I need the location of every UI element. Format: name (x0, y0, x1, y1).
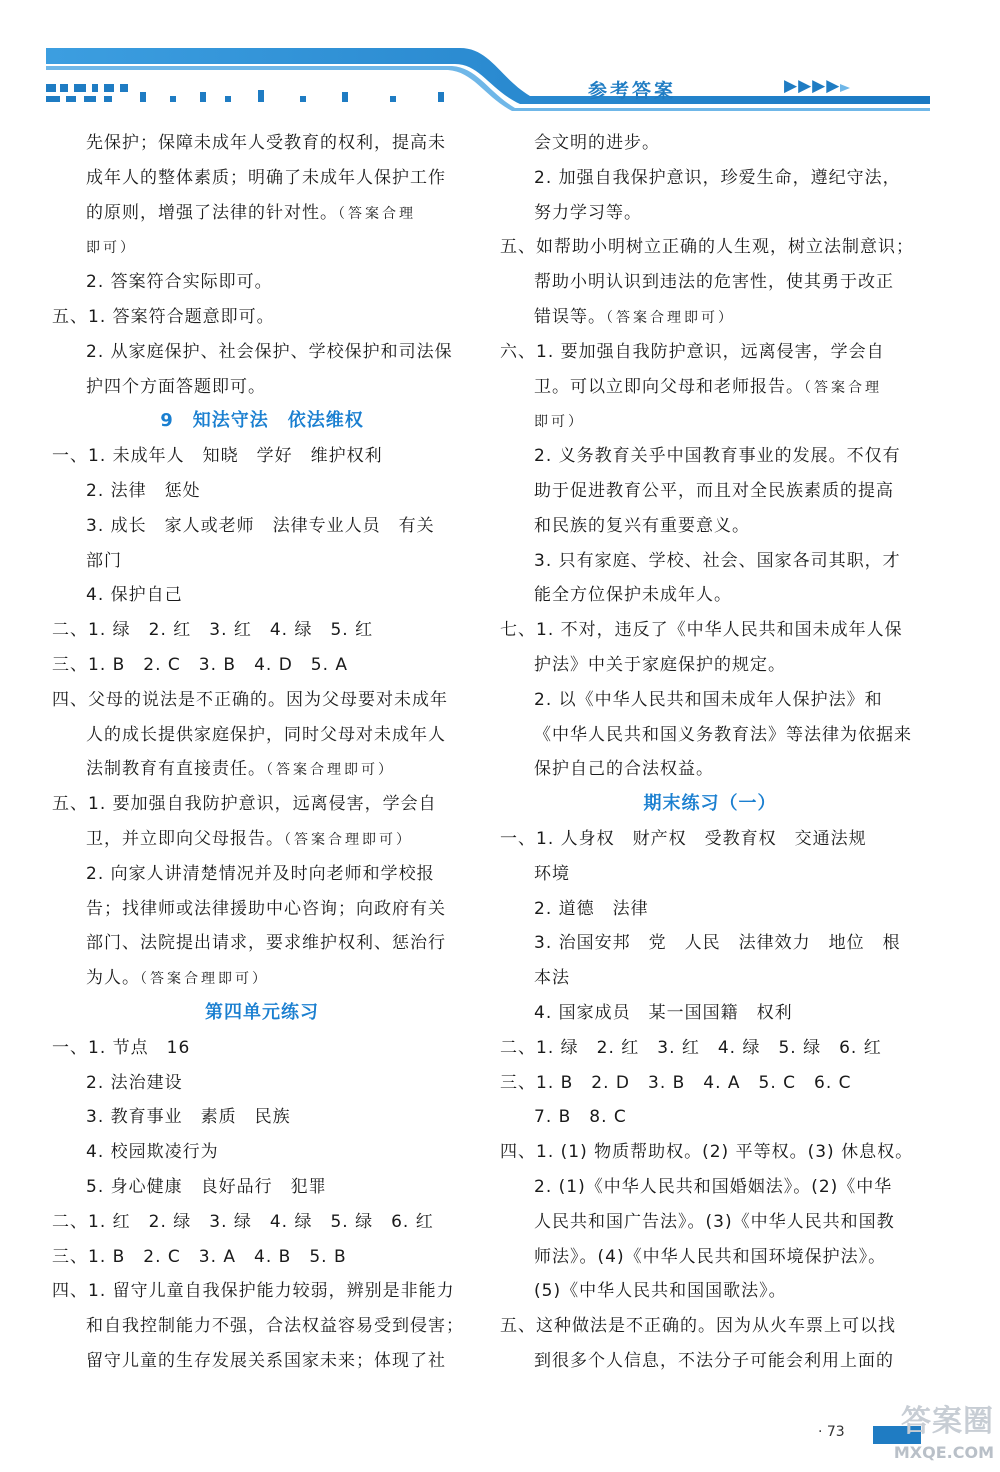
answer-text: 四、1. 留守儿童自我保护能力较弱，辨别是非能力 (52, 1281, 455, 1302)
answer-line (52, 752, 472, 787)
answer-text: 七、1. 不对，违反了《中华人民共和国未成年人保 (500, 620, 903, 641)
answer-line (500, 857, 920, 892)
answer-line (500, 370, 920, 405)
answer-text: 3. 教育事业 素质 民族 (86, 1107, 291, 1128)
answer-line (52, 1309, 472, 1344)
answer-text: 三、1. B 2. D 3. B 4. A 5. C 6. C (500, 1072, 852, 1093)
answer-text: (5)《中华人民共和国国歌法》。 (534, 1281, 787, 1302)
answer-text: 会文明的进步。 (534, 133, 660, 153)
answer-line (500, 474, 920, 509)
answer-line (500, 161, 920, 196)
answer-line (52, 370, 472, 405)
answer-line (500, 1274, 920, 1309)
answer-line (500, 926, 920, 961)
section-heading (52, 404, 472, 439)
answer-text: 2. 法律 惩处 (86, 480, 201, 501)
answer-text: 能全方位保护未成年人。 (534, 585, 732, 606)
answer-text: 一、1. 人身权 财产权 受教育权 交通法规 (500, 828, 867, 849)
answer-line (500, 1205, 920, 1240)
answer-line (500, 822, 920, 857)
answer-note: 即可） (86, 240, 137, 257)
answer-text: 本法 (534, 968, 570, 989)
answer-line (500, 1309, 920, 1344)
answer-line (500, 892, 920, 927)
answer-text: 2. 法治建设 (86, 1072, 183, 1093)
answer-line (52, 300, 472, 335)
answer-text: 卫，并立即向父母报告。 (86, 828, 284, 849)
answer-text: 助于促进教育公平，而且对全民族素质的提高 (534, 480, 894, 501)
answer-text: 人民共和国广告法》。(3)《中华人民共和国教 (534, 1211, 895, 1232)
answer-text: 2. 加强自我保护意识，珍爱生命，遵纪守法， (534, 167, 901, 188)
left-answer-column (52, 126, 472, 1379)
answer-line (500, 1170, 920, 1205)
answer-line (52, 509, 472, 544)
answer-line (52, 822, 472, 857)
page-number: · 73 (818, 1424, 845, 1440)
answer-text: 保护自己的合法权益。 (534, 759, 714, 780)
answer-text: 部门 (86, 550, 122, 571)
answer-text: 部门、法院提出请求，要求维护权利、惩治行 (86, 933, 446, 954)
answer-line (52, 648, 472, 683)
answer-text: 3. 只有家庭、学校、社会、国家各司其职，才 (534, 550, 901, 571)
right-answer-column (500, 126, 920, 1379)
answer-line (500, 230, 920, 265)
answer-line (500, 439, 920, 474)
answer-line (500, 648, 920, 683)
answer-text: 9 知法守法 依法维权 (160, 410, 364, 432)
answer-text: 三、1. B 2. C 3. B 4. D 5. A (52, 654, 349, 675)
answer-line (52, 161, 472, 196)
answer-line (52, 1274, 472, 1309)
answer-text: 2. (1)《中华人民共和国婚姻法》。(2)《中华 (534, 1176, 893, 1197)
answer-line (500, 1135, 920, 1170)
answer-text: 留守儿童的生存发展关系国家未来；体现了社 (86, 1350, 446, 1371)
answer-text: 四、父母的说法是不正确的。因为父母要对未成年 (52, 689, 448, 710)
watermark (860, 1402, 1000, 1472)
answer-line (500, 1066, 920, 1101)
answer-line (52, 613, 472, 648)
header-title: 参考答案 (588, 80, 677, 102)
answer-line (52, 1066, 472, 1101)
answer-text: 二、1. 红 2. 绿 3. 绿 4. 绿 5. 绿 6. 红 (52, 1211, 434, 1232)
answer-text: 五、这种做法是不正确的。因为从火车票上可以找 (500, 1316, 896, 1337)
answer-line (500, 544, 920, 579)
answer-line (500, 1031, 920, 1066)
answer-text: 先保护；保障未成年人受教育的权利，提高未 (86, 133, 446, 153)
header-arrows-icon: ▶▶▶▶ (784, 76, 841, 96)
answer-text: 第四单元练习 (205, 1001, 319, 1023)
answer-text: 二、1. 绿 2. 红 3. 红 4. 绿 5. 红 (52, 620, 374, 641)
answer-line (500, 1344, 920, 1379)
answer-line (500, 509, 920, 544)
answer-text: 成年人的整体素质；明确了未成年人保护工作 (86, 167, 446, 188)
answer-text: 2. 以《中华人民共和国未成年人保护法》和 (534, 689, 883, 710)
answer-text: 一、1. 未成年人 知晓 学好 维护权利 (52, 446, 383, 467)
answer-text: 2. 道德 法律 (534, 898, 649, 919)
answer-text: 4. 校园欺凌行为 (86, 1142, 219, 1163)
answer-text: 环境 (534, 863, 570, 884)
answer-line (52, 857, 472, 892)
answer-line (52, 126, 472, 161)
answer-line (52, 335, 472, 370)
answer-text: 护四个方面答题即可。 (86, 376, 266, 397)
answer-text: 帮助小明认识到违法的危害性，使其勇于改正 (534, 272, 894, 293)
answer-text: 7. B 8. C (534, 1107, 627, 1128)
answer-note: （答案合理即可） (266, 762, 395, 779)
answer-text: 五、如帮助小明树立正确的人生观，树立法制意识； (500, 237, 914, 258)
answer-line (500, 613, 920, 648)
answer-text: 到很多个人信息，不法分子可能会利用上面的 (534, 1350, 894, 1371)
answer-line (52, 1135, 472, 1170)
answer-text: 期末练习（一） (643, 793, 777, 815)
answer-text: 人的成长提供家庭保护，同时父母对未成年人 (86, 724, 446, 745)
answer-text: 2. 答案符合实际即可。 (86, 272, 273, 293)
answer-line (500, 961, 920, 996)
answer-text: 2. 向家人讲清楚情况并及时向老师和学校报 (86, 863, 435, 884)
answer-text: 师法》。(4)《中华人民共和国环境保护法》。 (534, 1246, 887, 1267)
answer-text: 四、1. (1) 物质帮助权。(2) 平等权。(3) 休息权。 (500, 1142, 914, 1163)
answer-note: （答案合理 (804, 379, 882, 396)
answer-text: 努力学习等。 (534, 202, 642, 223)
answer-text: 的原则，增强了法律的针对性。 (86, 202, 338, 223)
answer-text: 二、1. 绿 2. 红 3. 红 4. 绿 5. 绿 6. 红 (500, 1037, 882, 1058)
answer-line (52, 926, 472, 961)
answer-text: 4. 国家成员 某一国国籍 权利 (534, 1002, 793, 1023)
answer-line (52, 1240, 472, 1275)
page-header (0, 0, 1000, 120)
answer-line (52, 1031, 472, 1066)
answer-line (52, 578, 472, 613)
answer-text: 一、1. 节点 16 (52, 1037, 191, 1058)
answer-line (52, 1100, 472, 1135)
answer-text: 4. 保护自己 (86, 585, 183, 606)
answer-line (52, 1344, 472, 1379)
answer-text: 告；找律师或法律援助中心咨询；向政府有关 (86, 898, 446, 919)
answer-text: 2. 义务教育关乎中国教育事业的发展。不仅有 (534, 446, 901, 467)
answer-line (52, 1170, 472, 1205)
answer-text: 法制教育有直接责任。 (86, 759, 266, 780)
answer-text: 五、1. 答案符合题意即可。 (52, 306, 275, 327)
answer-line (52, 230, 472, 265)
answer-text: 和民族的复兴有重要意义。 (534, 515, 750, 536)
answer-line (500, 404, 920, 439)
answer-text: 五、1. 要加强自我防护意识，远离侵害，学会自 (52, 794, 437, 815)
watermark-logo: 答案圈 (901, 1404, 994, 1439)
answer-text: 3. 治国安邦 党 人民 法律效力 地位 根 (534, 933, 901, 954)
answer-text: 为人。 (86, 968, 140, 989)
answer-text: 护法》中关于家庭保护的规定。 (534, 654, 786, 675)
answer-line (500, 718, 920, 753)
answer-text: 5. 身心健康 良好品行 犯罪 (86, 1176, 327, 1197)
answer-line (500, 752, 920, 787)
answer-text: 六、1. 要加强自我防护意识，远离侵害，学会自 (500, 341, 885, 362)
section-heading (52, 996, 472, 1031)
answer-line (52, 544, 472, 579)
answer-text: 《中华人民共和国义务教育法》等法律为依据来 (534, 724, 912, 745)
answer-line (500, 196, 920, 231)
answer-line (52, 961, 472, 996)
answer-line (500, 683, 920, 718)
answer-text: 错误等。 (534, 306, 606, 327)
answer-note: （答案合理即可） (284, 831, 413, 848)
answer-text: 三、1. B 2. C 3. A 4. B 5. B (52, 1246, 347, 1267)
answer-line (52, 265, 472, 300)
answer-note: 即可） (534, 414, 585, 431)
answer-text: 2. 从家庭保护、社会保护、学校保护和司法保 (86, 341, 453, 362)
answer-line (52, 474, 472, 509)
answer-line (52, 683, 472, 718)
answer-note: （答案合理即可） (606, 309, 735, 326)
answer-line (500, 300, 920, 335)
answer-line (500, 1240, 920, 1275)
watermark-url: MXQE.COM (893, 1443, 994, 1462)
answer-line (52, 892, 472, 927)
answer-line (500, 578, 920, 613)
answer-note: （答案合理即可） (140, 971, 269, 988)
answer-line (500, 996, 920, 1031)
answer-text: 3. 成长 家人或老师 法律专业人员 有关 (86, 515, 435, 536)
header-banner-graphic (0, 0, 1000, 120)
answer-line (500, 1100, 920, 1135)
answer-line (52, 439, 472, 474)
answer-text: 和自我控制能力不强，合法权益容易受到侵害； (86, 1316, 464, 1337)
answer-line (52, 196, 472, 231)
answer-note: （答案合理 (338, 205, 416, 222)
answer-line (52, 787, 472, 822)
section-heading (500, 787, 920, 822)
answer-line (500, 265, 920, 300)
answer-line (500, 335, 920, 370)
answer-line (500, 126, 920, 161)
answer-line (52, 718, 472, 753)
answer-text: 卫。可以立即向父母和老师报告。 (534, 376, 804, 397)
answer-line (52, 1205, 472, 1240)
